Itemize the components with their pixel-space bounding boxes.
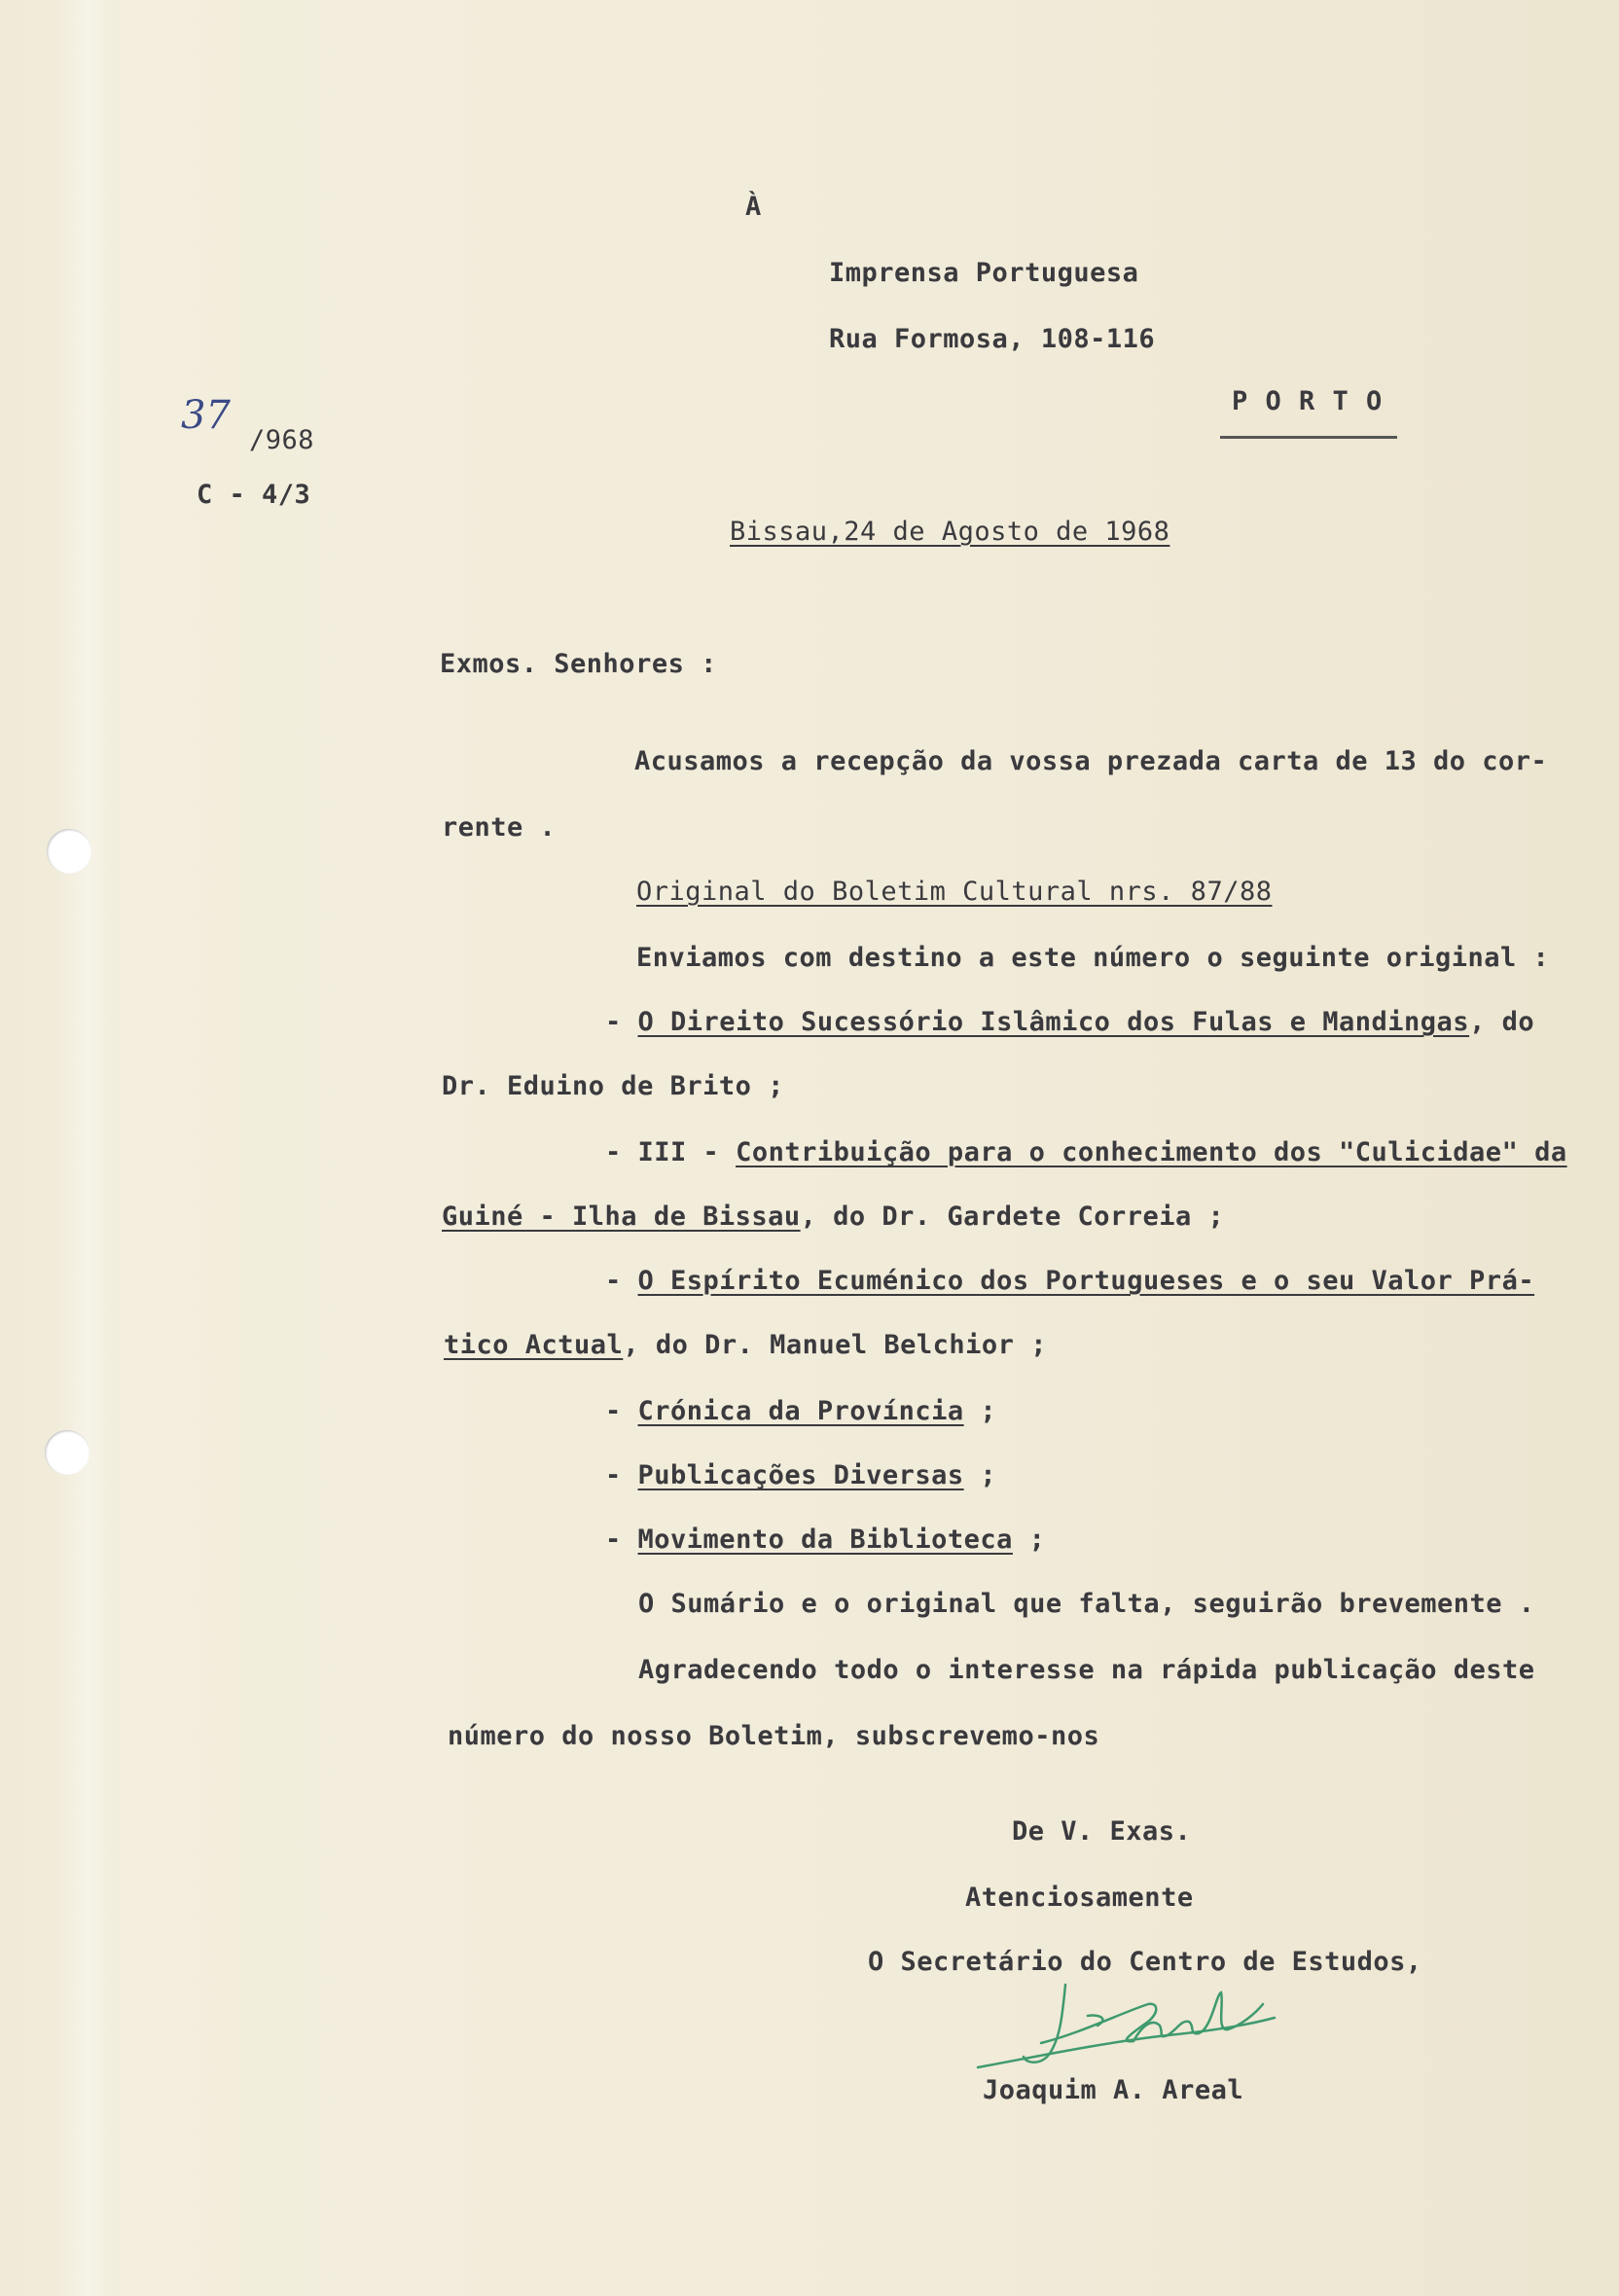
paragraph-1-line-2: rente .: [442, 812, 557, 843]
paragraph-4-line-1: Agradecendo todo o interesse na rápida publicação deste: [638, 1655, 1535, 1685]
item-5-tail: ;: [963, 1460, 997, 1490]
punch-hole-bottom: [45, 1430, 90, 1475]
addressee-company: Imprensa Portuguesa: [829, 258, 1139, 288]
item-6: [605, 1524, 1045, 1557]
addressee-prefix: À: [745, 192, 762, 222]
reference-handwritten-number: 37: [181, 393, 231, 438]
addressee-street: Rua Formosa, 108-116: [829, 324, 1156, 354]
item-4: [605, 1395, 996, 1428]
salutation: Exmos. Senhores :: [440, 649, 717, 679]
item-3-line-2: [444, 1329, 1047, 1362]
item-2-tail: , do Dr. Gardete Correia ;: [800, 1202, 1225, 1232]
addressee-city: P O R T O: [1232, 386, 1384, 416]
item-6-title: Movimento da Biblioteca: [637, 1525, 1013, 1555]
item-5: [605, 1459, 996, 1492]
reference-year: /968: [249, 425, 315, 455]
item-6-dash: -: [605, 1525, 622, 1555]
item-1-title: O Direito Sucessório Islâmico dos Fulas e Mandingas: [637, 1007, 1470, 1037]
paragraph-1-line-1: Acusamos a recepção da vossa prezada carta de 13 do cor-: [634, 746, 1548, 776]
paper-fold-band: [58, 0, 117, 2296]
item-5-title: Publicações Diversas: [637, 1460, 964, 1490]
item-5-dash: -: [605, 1460, 622, 1490]
signature-icon: [973, 1975, 1284, 2082]
item-2-line-2: [442, 1201, 1224, 1234]
paragraph-4-line-2: número do nosso Boletim, subscrevemo-nos: [448, 1721, 1100, 1751]
item-1-line-2: Dr. Eduino de Brito ;: [442, 1071, 784, 1101]
date-line: Bissau,24 de Agosto de 1968: [730, 517, 1170, 547]
item-3-title-line-1: O Espírito Ecuménico dos Portugueses e o seu Valor Prá-: [637, 1266, 1535, 1296]
closing-line-1: De V. Exas.: [1012, 1816, 1192, 1847]
item-3: [605, 1265, 1534, 1298]
item-1-dash: -: [605, 1007, 622, 1037]
item-4-dash: -: [605, 1396, 622, 1426]
punch-hole-top: [47, 829, 91, 874]
item-3-title-line-2: tico Actual: [444, 1330, 624, 1360]
item-2-title-line-1: Contribuição para o conhecimento dos "Culicidae" da: [736, 1137, 1567, 1167]
item-1: [605, 1006, 1534, 1039]
item-1-tail: , do: [1469, 1007, 1535, 1037]
item-3-dash: -: [605, 1266, 622, 1296]
item-4-title: Crónica da Província: [637, 1396, 964, 1426]
item-2: [605, 1136, 1567, 1169]
closing-line-2: Atenciosamente: [965, 1883, 1194, 1913]
item-4-tail: ;: [963, 1396, 997, 1426]
city-underline: [1220, 436, 1397, 439]
paragraph-3: O Sumário e o original que falta, seguirão brevemente .: [638, 1589, 1535, 1619]
item-2-title-line-2: Guiné - Ilha de Bissau: [442, 1202, 801, 1232]
signatory-name: Joaquim A. Areal: [983, 2075, 1244, 2105]
paragraph-2: Enviamos com destino a este número o seguinte original :: [636, 943, 1550, 973]
item-3-tail: , do Dr. Manuel Belchior ;: [623, 1330, 1047, 1360]
closing-line-3: O Secretário do Centro de Estudos,: [868, 1947, 1422, 1977]
item-6-tail: ;: [1012, 1525, 1046, 1555]
item-2-prefix: - III -: [605, 1137, 720, 1167]
subject-line: Original do Boletim Cultural nrs. 87/88: [636, 877, 1273, 907]
reference-code: C - 4/3: [197, 480, 311, 510]
